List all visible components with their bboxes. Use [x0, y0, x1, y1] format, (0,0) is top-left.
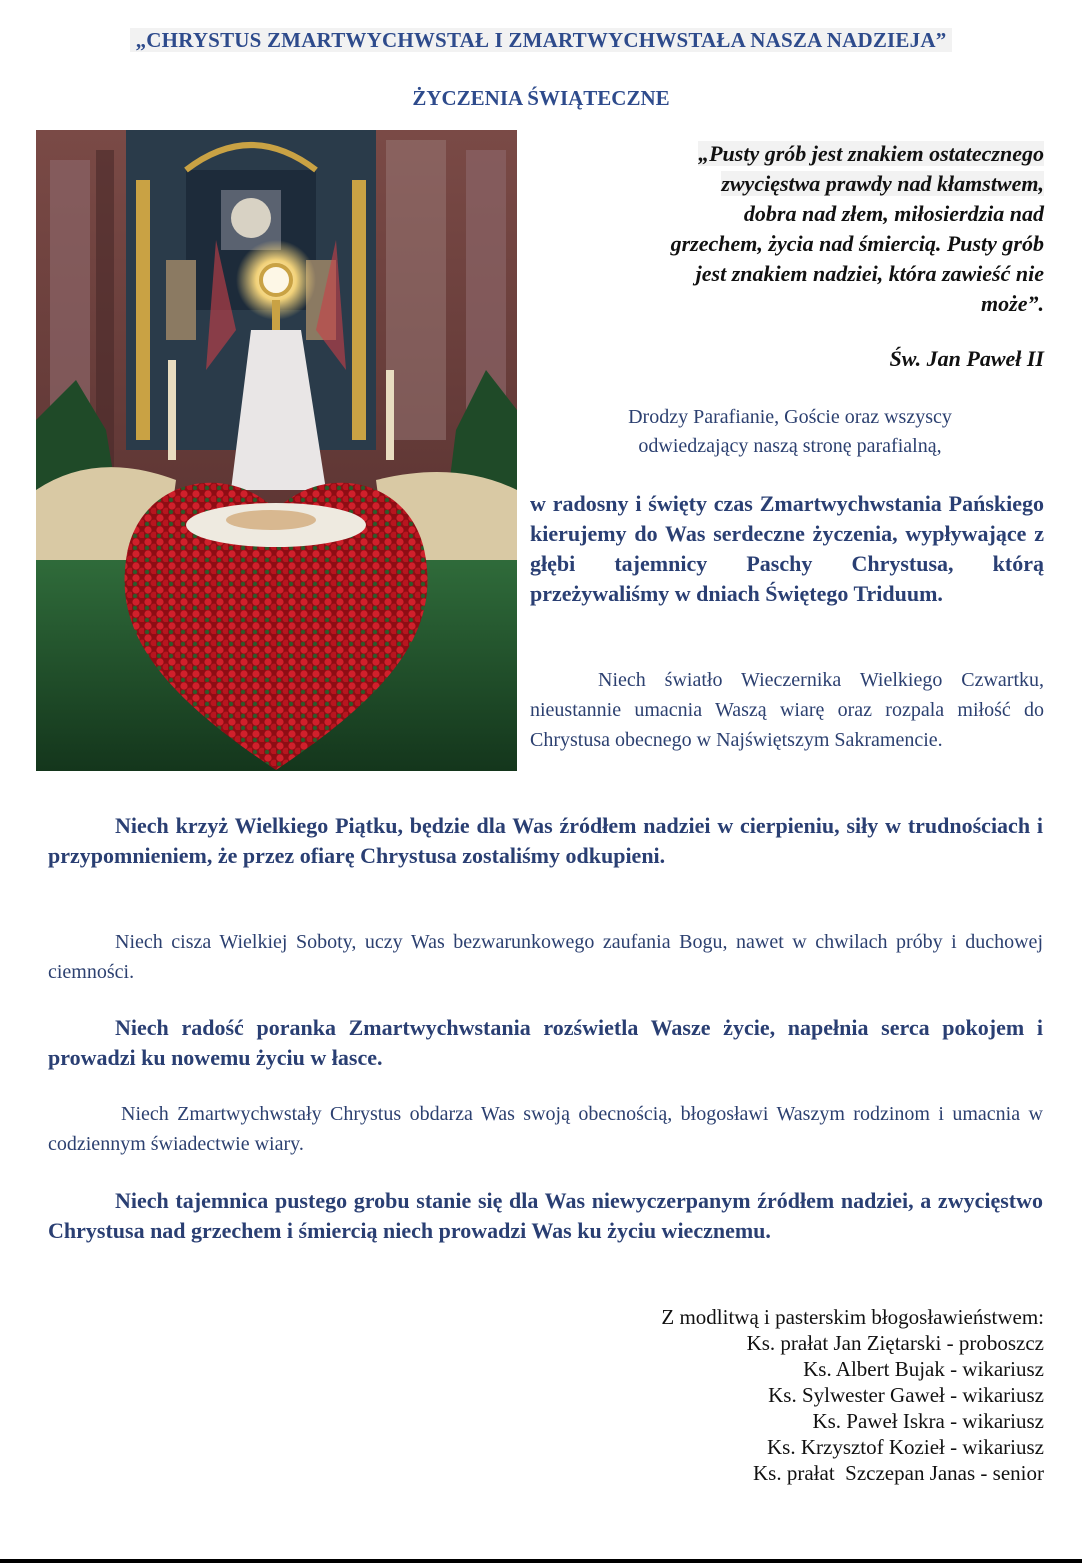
pope-quote — [530, 139, 1044, 319]
page-title — [0, 28, 1082, 53]
signature-line: Ks. Albert Bujak - wikariusz — [803, 1357, 1044, 1381]
quote-line: jest znakiem nadziei, która zawieść nie — [695, 261, 1044, 286]
bottom-divider — [0, 1559, 1082, 1563]
greeting-line: odwiedzający naszą stronę parafialną, — [638, 435, 942, 457]
quote-line: może”. — [981, 291, 1044, 316]
quote-line: „Pusty grób jest znakiem ostatecznego — [698, 141, 1044, 166]
signature-block — [500, 1304, 1044, 1486]
quote-line: dobra nad złem, miłosierdzia nad — [743, 201, 1044, 226]
quote-line: zwycięstwa prawdy nad kłamstwem, — [721, 171, 1044, 196]
page-subtitle: ŻYCZENIA ŚWIĄTECZNE — [412, 86, 670, 110]
greeting-line: Drodzy Parafianie, Goście oraz wszyscy — [628, 406, 952, 428]
signature-line: Ks. Paweł Iskra - wikariusz — [812, 1409, 1044, 1433]
quote-line: grzechem, życia nad śmiercią. Pusty grób — [670, 231, 1044, 256]
wish-paragraph: Niech cisza Wielkiej Soboty, uczy Was bezwarunkowego zaufania Bogu, nawet w chwilach próby i duchowej ciemności. — [48, 931, 1043, 983]
signature-line: Ks. prałat Jan Ziętarski - proboszcz — [746, 1331, 1044, 1355]
signature-line: Ks. Krzysztof Kozieł - wikariusz — [767, 1435, 1044, 1459]
quote-author: Św. Jan Paweł II — [889, 346, 1044, 371]
signature-line: Ks. Sylwester Gaweł - wikariusz — [768, 1383, 1044, 1407]
wish-paragraph: w radosny i święty czas Zmartwychwstania Pańskiego kierujemy do Was serdeczne życzenia, wypływające z głębi tajemnicy Paschy Chrystusa, którą przeżywaliśmy w dniach Świętego Triduum. — [530, 491, 1044, 606]
wish-paragraph: Niech światło Wieczernika Wielkiego Czwartku, nieustannie umacnia Waszą wiarę oraz rozpala miłość do Chrystusa obecnego w Najświętszym Sakramencie. — [530, 669, 1044, 751]
greeting — [540, 403, 1040, 461]
signature-intro: Z modlitwą i pasterskim błogosławieństwem: — [661, 1305, 1044, 1329]
page-title-text: „CHRYSTUS ZMARTWYCHWSTAŁ I ZMARTWYCHWSTAŁA NASZA NADZIEJA” — [130, 28, 953, 52]
wish-paragraph: Niech Zmartwychwstały Chrystus obdarza Was swoją obecnością, błogosławi Waszym rodzinom i umacnia w codziennym świadectwie wiary. — [48, 1103, 1043, 1155]
signature-line: Ks. prałat Szczepan Janas - senior — [753, 1461, 1044, 1485]
wish-paragraph: Niech tajemnica pustego grobu stanie się dla Was niewyczerpanym źródłem nadziei, a zwycięstwo Chrystusa nad grzechem i śmiercią niech prowadzi Was ku życiu wiecznemu. — [48, 1188, 1043, 1243]
wish-paragraph: Niech radość poranka Zmartwychwstania rozświetla Wasze życie, napełnia serca pokojem i prowadzi ku nowemu życiu w łasce. — [48, 1015, 1043, 1070]
easter-tomb-photo — [36, 130, 517, 771]
easter-tomb-image — [36, 130, 517, 771]
wish-paragraph: Niech krzyż Wielkiego Piątku, będzie dla Was źródłem nadziei w cierpieniu, siły w trudnościach i przypomnieniem, że przez ofiarę Chrystusa zostaliśmy odkupieni. — [48, 813, 1043, 868]
